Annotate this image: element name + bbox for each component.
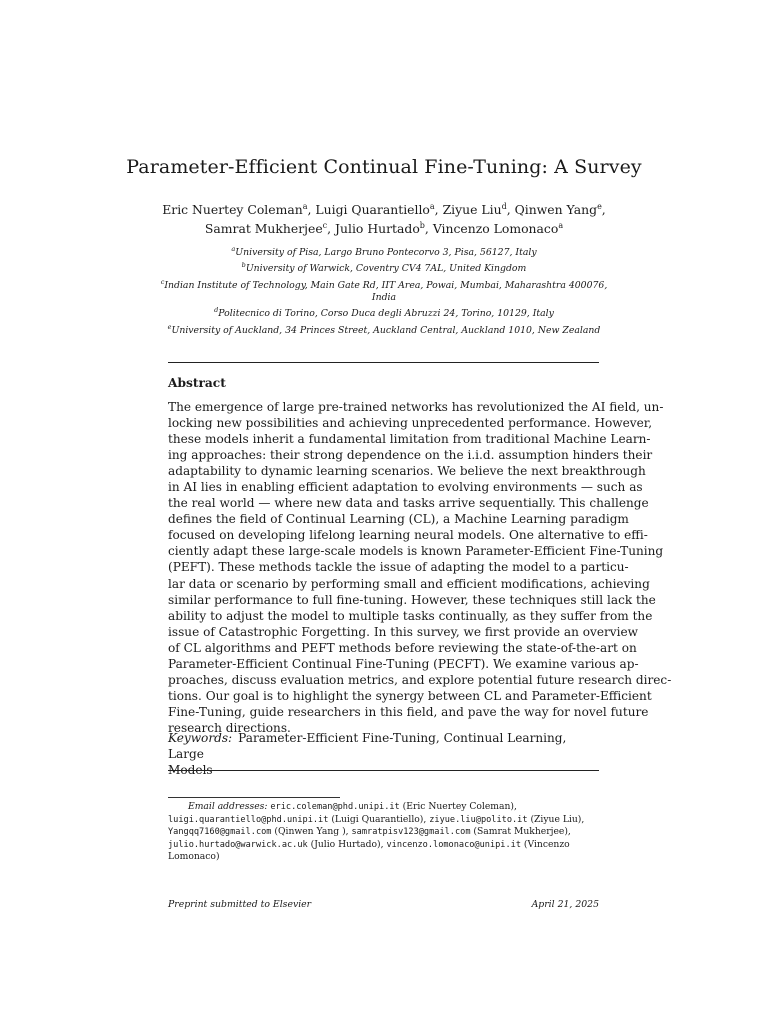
abstract-line: Parameter-Efficient Continual Fine-Tuning (PECFT). We examine various ap- <box>168 656 639 671</box>
keywords-label: Keywords: <box>168 731 233 745</box>
affiliation: $^b$University of Warwick, Coventry CV4 7AL, United Kingdom <box>241 261 527 275</box>
author-line-2: Samrat Mukherjee$^c$, Julio Hurtado$^b$, Vincenzo Lomonaco$^a$ <box>204 221 564 237</box>
affiliation: $^e$University of Auckland, 34 Princes Street, Auckland Central, Auckland 1010, New Zealand <box>167 322 601 336</box>
author: Qinwen Yang$^e$ <box>514 202 602 218</box>
abstract-line: (PEFT). These methods tackle the issue of adapting the model to a particu- <box>168 560 629 575</box>
abstract-line: proaches, discuss evaluation metrics, and explore potential future research direc- <box>168 672 672 687</box>
abstract-line: lar data or scenario by performing small and efficient modifications, achieving <box>168 576 650 591</box>
abstract-line: of CL algorithms and PEFT methods before reviewing the state-of-the-art on <box>168 640 637 655</box>
email-footnote <box>168 801 599 864</box>
email-owner: (Qinwen Yang ), <box>274 826 349 837</box>
email-owner: (Vincenzo <box>523 838 570 850</box>
abstract-line: issue of Catastrophic Forgetting. In this survey, we first provide an overview <box>168 624 638 639</box>
email-owner: Lomonaco) <box>168 851 220 862</box>
email-owner: (Luigi Quarantiello), <box>331 813 427 825</box>
email-owner: (Julio Hurtado), <box>310 838 384 850</box>
abstract-line: ability to adjust the model to multiple tasks continually, as they suffer from the <box>168 608 653 623</box>
author: Luigi Quarantiello$^a$ <box>315 202 435 218</box>
author: Ziyue Liu$^d$ <box>442 202 507 218</box>
email-owner: (Ziyue Liu), <box>530 813 585 825</box>
email-link[interactable]: samratpisv123@gmail.com <box>351 827 471 837</box>
abstract-line: defines the field of Continual Learning (CL), a Machine Learning paradigm <box>168 512 629 527</box>
email-label: Email addresses: <box>188 801 268 812</box>
abstract-line: in AI lies in enabling efficient adaptation to evolving environments — such as <box>168 480 643 495</box>
abstract-line: research directions. <box>168 720 291 735</box>
abstract-body <box>168 399 672 736</box>
abstract-line: Fine-Tuning, guide researchers in this field, and pave the way for novel future <box>168 704 649 719</box>
affiliation: $^d$Politecnico di Torino, Corso Duca degli Abruzzi 24, Torino, 10129, Italy <box>214 306 554 320</box>
email-link[interactable]: Yangqq7160@gmail.com <box>168 827 272 837</box>
author: Julio Hurtado$^b$ <box>335 221 425 237</box>
abstract-line: tions. Our goal is to highlight the synergy between CL and Parameter-Efficient <box>168 688 652 703</box>
abstract-line: focused on developing lifelong learning neural models. One alternative to effi- <box>168 528 648 543</box>
abstract-line: ing approaches: their strong dependence on the i.i.d. assumption hinders their <box>168 448 653 463</box>
author-list <box>120 199 648 237</box>
affiliation-list <box>150 243 618 337</box>
abstract-top-rule <box>168 362 599 363</box>
abstract-line: adaptability to dynamic learning scenarios. We believe the next breakthrough <box>168 464 646 479</box>
abstract-heading: Abstract <box>168 376 226 390</box>
author: Eric Nuertey Coleman$^a$ <box>162 202 308 218</box>
abstract-line: The emergence of large pre-trained networks has revolutionized the AI field, un- <box>168 400 664 414</box>
email-owner: (Samrat Mukherjee), <box>473 826 571 837</box>
paper-title: Parameter-Efficient Continual Fine-Tuning: A Survey <box>126 156 642 178</box>
abstract-line: locking new possibilities and achieving unprecedented performance. However, <box>168 416 653 431</box>
footer-preprint-note: Preprint submitted to Elsevier <box>168 899 312 910</box>
keywords-text: Parameter-Efficient Fine-Tuning, Continual Learning, Large <box>168 731 567 761</box>
abstract-line: these models inherit a fundamental limitation from traditional Machine Learn- <box>168 432 651 447</box>
affiliation: $^a$University of Pisa, Largo Bruno Pontecorvo 3, Pisa, 56127, Italy <box>231 245 537 259</box>
abstract-line: similar performance to full fine-tuning. However, these techniques still lack the <box>168 592 656 607</box>
footnote-rule <box>168 797 340 798</box>
abstract-line: the real world — where new data and tasks arrive sequentially. This challenge <box>168 496 649 511</box>
keywords-line-2: Models <box>168 763 213 777</box>
footer-date: April 21, 2025 <box>531 899 599 910</box>
affiliation: $^c$Indian Institute of Technology, Main Gate Rd, IIT Area, Powai, Mumbai, Maharashtra 400076, India <box>160 277 608 304</box>
email-link[interactable]: luigi.quarantiello@phd.unipi.it <box>168 814 329 825</box>
abstract-line: ciently adapt these large-scale models is known Parameter-Efficient Fine-Tuning <box>168 544 664 559</box>
email-link[interactable]: ziyue.liu@polito.it <box>429 814 528 825</box>
email-link[interactable]: vincenzo.lomonaco@unipi.it <box>386 839 521 850</box>
email-link[interactable]: eric.coleman@phd.unipi.it <box>270 802 400 812</box>
email-owner: (Eric Nuertey Coleman), <box>402 801 517 812</box>
keywords-line-1 <box>168 730 599 762</box>
email-link[interactable]: julio.hurtado@warwick.ac.uk <box>168 839 308 850</box>
author: Vincenzo Lomonaco$^a$ <box>432 221 564 237</box>
abstract-bottom-rule <box>168 770 599 771</box>
author: Samrat Mukherjee$^c$ <box>204 221 328 237</box>
author-line-1: Eric Nuertey Coleman$^a$, Luigi Quarantiello$^a$, Ziyue Liu$^d$, Qinwen Yang$^e$, <box>162 202 606 218</box>
